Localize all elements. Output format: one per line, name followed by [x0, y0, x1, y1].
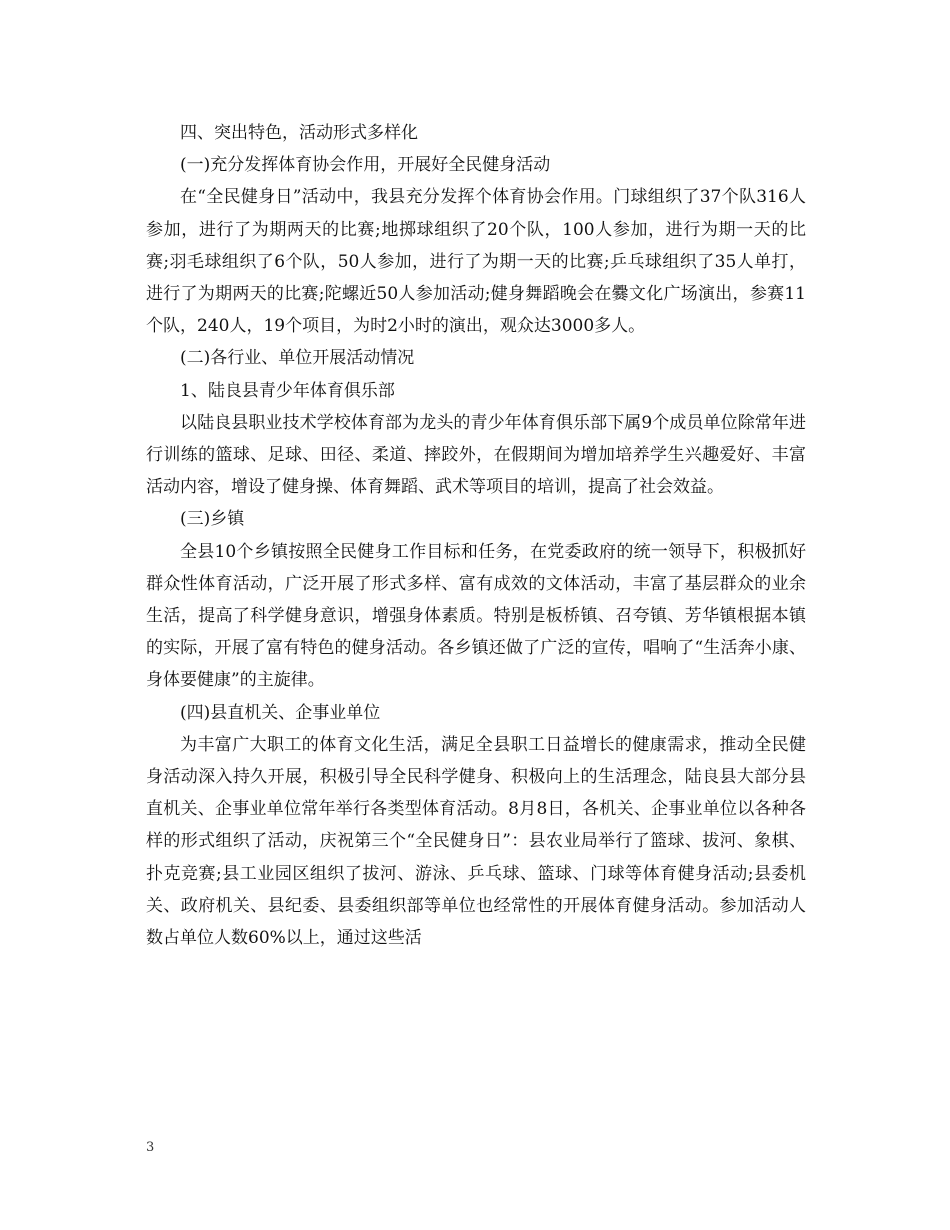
section-2-paragraph: 以陆良县职业技术学校体育部为龙头的青少年体育俱乐部下属9个成员单位除常年进行训练的篮球、足球、田径、柔道、摔跤外，在假期间为增加培养学生兴趣爱好、丰富活动内容，增设了健身操、体育舞蹈、武术等项目的培训，提高了社会效益。 [146, 412, 806, 498]
section-4-paragraph: 为丰富广大职工的体育文化生活，满足全县职工日益增长的健康需求，推动全民健身活动深入持久开展，积极引导全民科学健身、积极向上的生活理念，陆良县大部分县直机关、企事业单位常年举行各类型体育活动。8月8日，各机关、企事业单位以各种各样的形式组织了活动，庆祝第三个“全民健身日”：县农业局举行了篮球、拔河、象棋、扑克竞赛;县工业园区组织了拔河、游泳、乒乓球、篮球、门球等体育健身活动;县委机关、政府机关、县纪委、县委组织部等单位也经常性的开展体育健身活动。参加活动人数占单位人数60%以上，通过这些活 [146, 734, 806, 949]
section-2-title: (二)各行业、单位开展活动情况 [180, 348, 415, 369]
page-number: 3 [146, 1140, 155, 1155]
section-2-subtitle: 1、陆良县青少年体育俱乐部 [180, 380, 395, 401]
document-body [146, 117, 806, 954]
section-1-title: (一)充分发挥体育协会作用，开展好全民健身活动 [180, 155, 551, 176]
section-4-title: (四)县直机关、企事业单位 [180, 702, 381, 723]
section-heading-main: 四、突出特色，活动形式多样化 [180, 123, 418, 143]
section-3-title: (三)乡镇 [180, 509, 245, 530]
section-1-paragraph: 在“全民健身日”活动中，我县充分发挥个体育协会作用。门球组织了37个队316人参加，进行了为期两天的比赛;地掷球组织了20个队，100人参加，进行为期一天的比赛;羽毛球组织了6个队，50人参加，进行了为期一天的比赛;乒乓球组织了35人单打，进行了为期两天的比赛;陀螺近50人参加活动;健身舞蹈晚会在爨文化广场演出，参赛11个队，240人，19个项目，为时2小时的演出，观众达3000多人。 [146, 187, 806, 337]
section-3-paragraph: 全县10个乡镇按照全民健身工作目标和任务，在党委政府的统一领导下，积极抓好群众性体育活动，广泛开展了形式多样、富有成效的文体活动，丰富了基层群众的业余生活，提高了科学健身意识，增强身体素质。特别是板桥镇、召夸镇、芳华镇根据本镇的实际，开展了富有特色的健身活动。各乡镇还做了广泛的宣传，唱响了“生活奔小康、身体要健康”的主旋律。 [146, 541, 806, 691]
